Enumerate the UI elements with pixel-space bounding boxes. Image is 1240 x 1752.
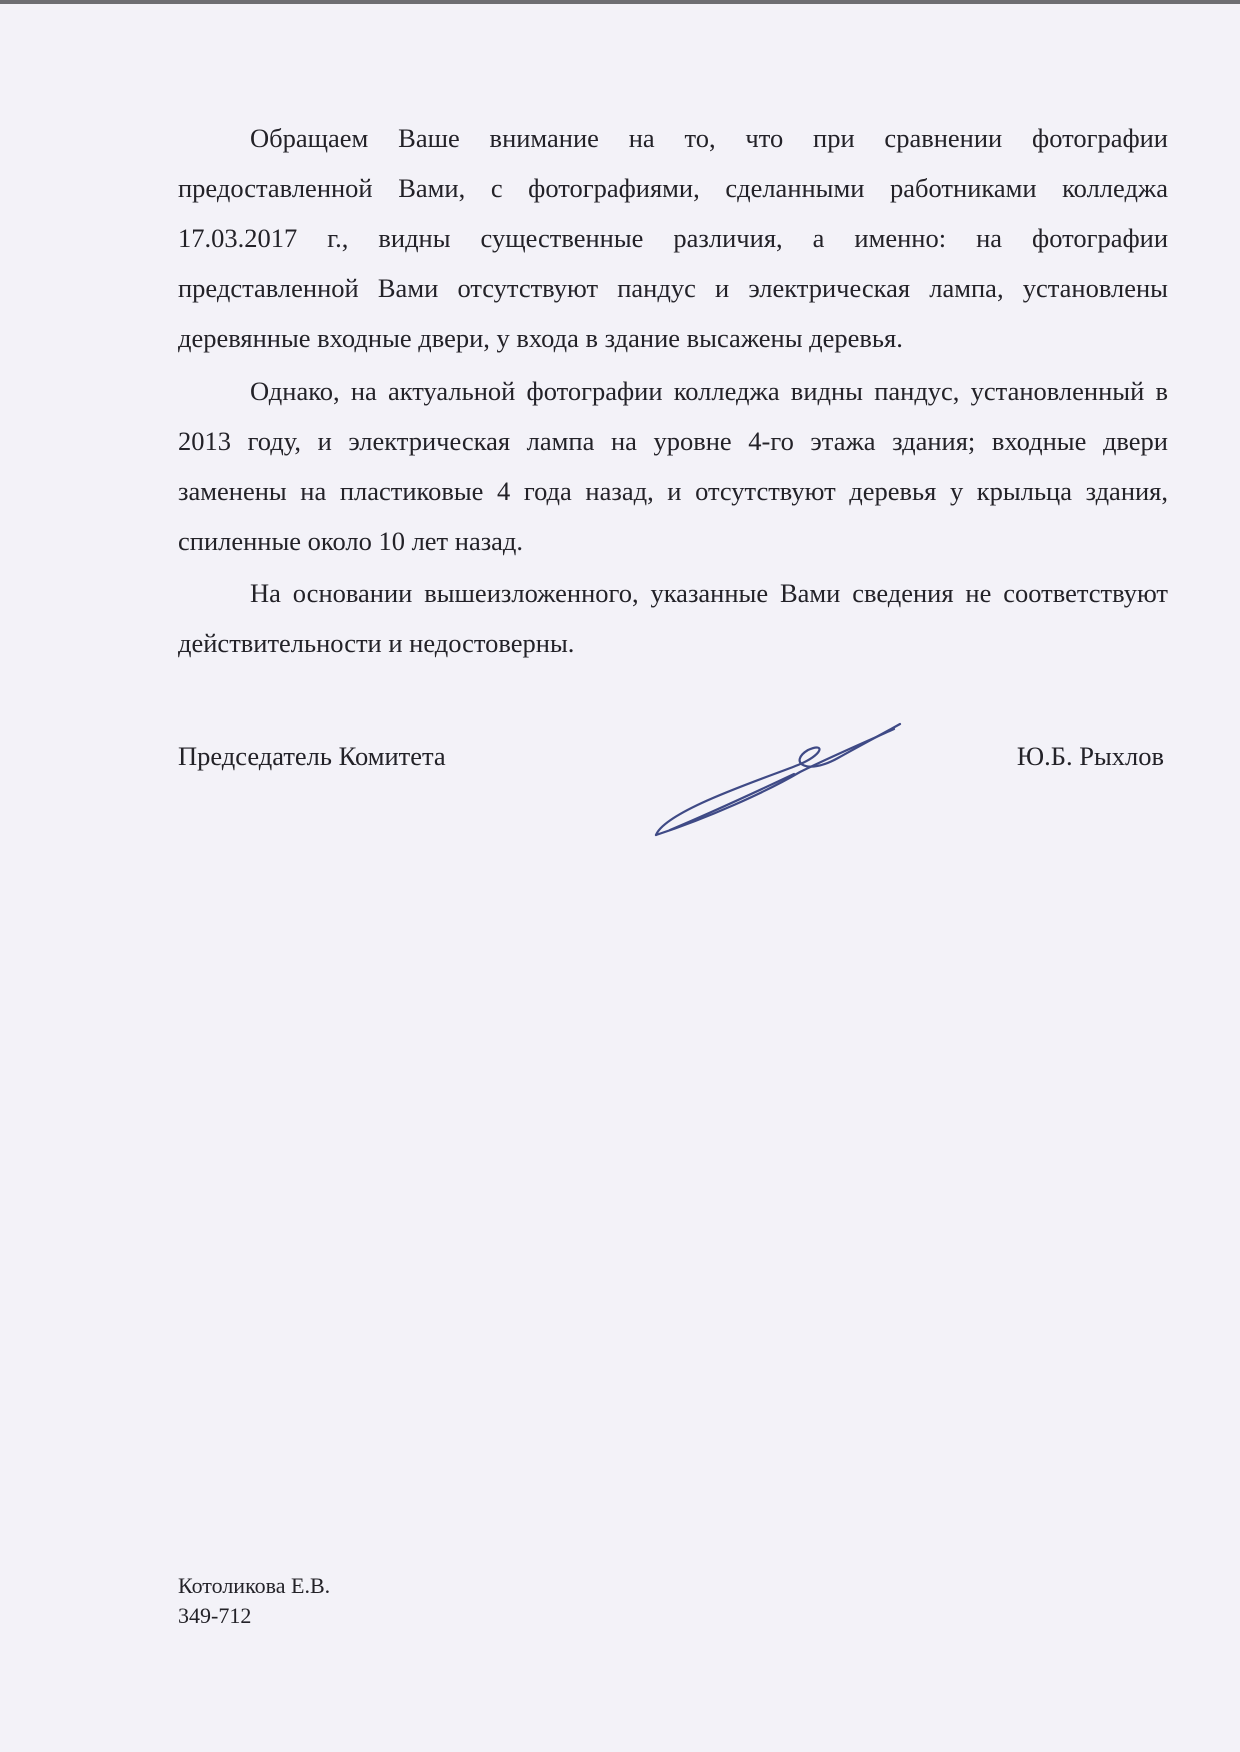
letter-paragraph-3: На основании вышеизложенного, указанные Вами сведения не соответствуют действительности и недостоверны.	[178, 578, 1168, 658]
letter-paragraph-1: Обращаем Ваше внимание на то, что при сравнении фотографии предоставленной Вами, с фотографиями, сделанными работниками колледжа 17.03.2017 г., видны существенные различия, а именно: на фотографии представленной Вами отсутствуют пандус и электрическая лампа, установлены деревянные входные двери, у входа в здание высажены деревья.	[178, 123, 1168, 353]
executor-name: Котоликова Е.В.	[178, 1573, 331, 1598]
signer-title: Председатель Комитета	[178, 741, 446, 771]
handwritten-signature	[648, 718, 910, 842]
letter-paragraph-2: Однако, на актуальной фотографии колледжа видны пандус, установленный в 2013 году, и электрическая лампа на уровне 4-го этажа здания; входные двери заменены на пластиковые 4 года назад, и отсутствуют деревья у крыльца здания, спиленные около 10 лет назад.	[178, 376, 1168, 556]
executor-info	[178, 1571, 330, 1631]
executor-phone: 349-712	[178, 1603, 252, 1628]
signer-name: Ю.Б. Рыхлов	[1016, 741, 1164, 771]
